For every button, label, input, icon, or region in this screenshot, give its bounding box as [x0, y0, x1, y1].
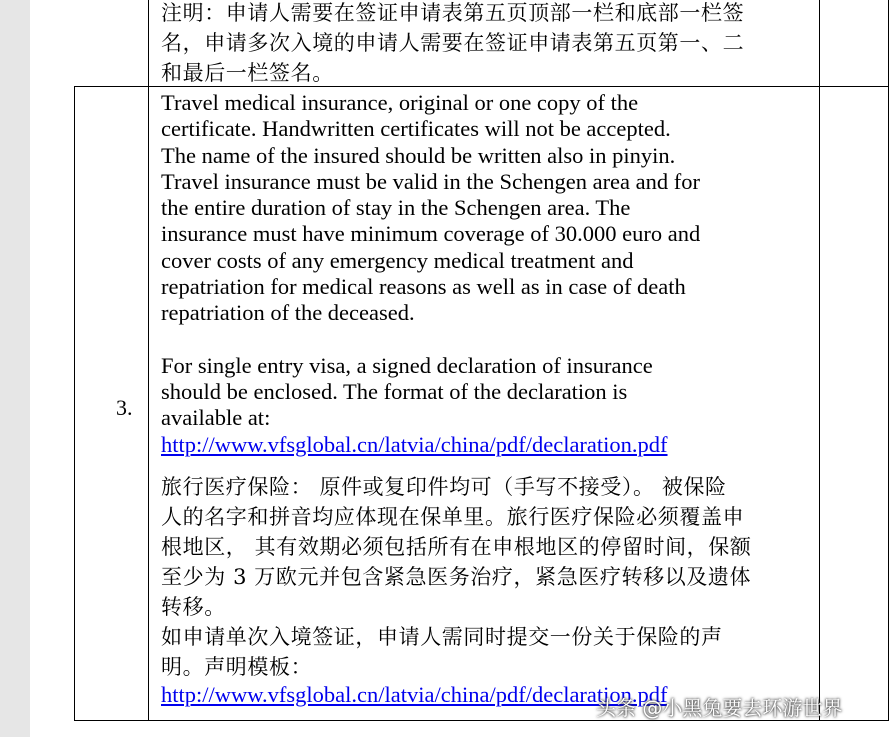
note-line: 名，申请多次入境的申请人需要在签证申请表第五页第一、二	[161, 31, 745, 55]
watermark: 头条 @小黑兔要去环游世界	[596, 696, 843, 720]
column-divider-1	[148, 0, 149, 721]
english-paragraph	[161, 90, 811, 432]
note-line: 注明：申请人需要在签证申请表第五页顶部一栏和底部一栏签	[161, 1, 745, 25]
text-line: For single entry visa, a signed declaration of insurance	[161, 352, 653, 378]
text-line: available at:	[161, 405, 271, 431]
text-line: Travel insurance must be valid in the Schengen area and for	[161, 168, 701, 194]
table-border-right	[888, 0, 889, 721]
text-line: 至少为 3 万欧元并包含紧急医务治疗，紧急医疗转移以及遗体	[161, 564, 752, 589]
chinese-paragraph	[161, 472, 811, 682]
page-gutter	[0, 0, 30, 737]
text-line: 明。声明模板：	[161, 654, 313, 679]
text-line: Travel medical insurance, original or one copy of the	[161, 90, 639, 115]
declaration-link[interactable]: http://www.vfsglobal.cn/latvia/china/pdf/declaration.pdf	[161, 431, 668, 457]
text-line: the entire duration of stay in the Schengen area. The	[161, 195, 631, 221]
text-line: repatriation for medical reasons as well as in case of death	[161, 274, 686, 300]
text-line: The name of the insured should be written also in pinyin.	[161, 142, 676, 168]
text-line: cover costs of any emergency medical treatment and	[161, 247, 634, 273]
text-line: 人的名字和拼音均应体现在保单里。旅行医疗保险必须覆盖申	[161, 504, 745, 529]
text-line: 旅行医疗保险： 原件或复印件均可（手写不接受）。 被保险	[161, 474, 727, 499]
column-divider-2	[819, 0, 820, 721]
text-line: 如申请单次入境签证，申请人需同时提交一份关于保险的声	[161, 624, 723, 649]
declaration-link-2[interactable]: http://www.vfsglobal.cn/latvia/china/pdf/declaration.pdf	[161, 681, 668, 707]
insurance-requirement	[161, 90, 811, 708]
signature-note	[161, 0, 811, 88]
table-border-left	[74, 87, 75, 721]
text-line: should be enclosed. The format of the declaration is	[161, 378, 628, 404]
text-line: certificate. Handwritten certificates will not be accepted.	[161, 116, 671, 142]
note-line: 和最后一栏签名。	[161, 61, 334, 85]
text-line: 根地区， 其有效期必须包括所有在申根地区的停留时间，保额	[161, 534, 752, 559]
text-line: repatriation of the deceased.	[161, 300, 415, 326]
text-line: 转移。	[161, 594, 226, 619]
text-line: insurance must have minimum coverage of 30.000 euro and	[161, 221, 701, 247]
row-number: 3.	[116, 395, 133, 420]
